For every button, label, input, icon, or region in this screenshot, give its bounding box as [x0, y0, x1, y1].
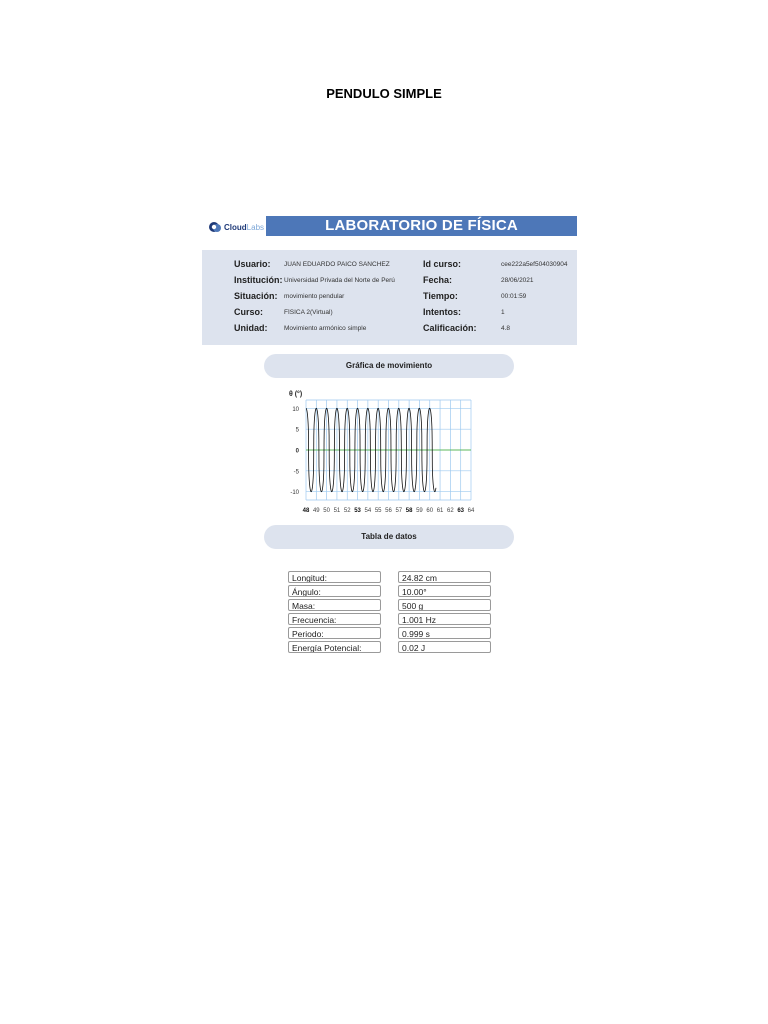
info-panel [202, 250, 577, 345]
info-value: 28/06/2021 [501, 277, 534, 284]
info-value: 00:01:59 [501, 293, 527, 300]
x-tick-label: 54 [364, 508, 372, 514]
table-value-cell: 0.02 J [398, 641, 491, 653]
logo-secondary-text: Labs [246, 222, 265, 232]
info-label: Institución: [234, 275, 283, 285]
x-tick-label: 59 [416, 508, 423, 514]
info-label: Id curso: [423, 259, 462, 269]
table-value-cell: 1.001 Hz [398, 613, 491, 625]
x-tick-label: 63 [457, 508, 465, 514]
table-value-cell: 0.999 s [398, 627, 491, 639]
table-label-cell: Frecuencia: [288, 613, 381, 625]
y-tick-label: -10 [290, 490, 299, 497]
info-value: movimiento pendular [284, 293, 345, 300]
table-label-cell: Energía Potencial: [288, 641, 381, 653]
info-label: Fecha: [423, 275, 453, 285]
lab-title-bar: LABORATORIO DE FÍSICA [266, 216, 577, 236]
table-label-cell: Masa: [288, 599, 381, 611]
graph-section-header: Gráfica de movimiento [264, 354, 514, 378]
x-tick-label: 62 [447, 508, 454, 514]
info-value: JUAN EDUARDO PAICO SANCHEZ [284, 261, 390, 268]
table-label-cell: Longitud: [288, 571, 381, 583]
info-row-institucion [202, 275, 577, 291]
table-section-header: Tabla de datos [264, 525, 514, 549]
x-tick-label: 61 [436, 508, 444, 514]
y-tick-label: -5 [293, 469, 299, 476]
info-row-situacion [202, 291, 577, 307]
info-value: Universidad Privada del Norte de Perú [284, 277, 395, 284]
y-tick-label: 10 [292, 406, 299, 413]
y-axis-label: θ (°) [289, 391, 303, 398]
info-label: Usuario: [234, 259, 271, 269]
info-label: Situación: [234, 291, 278, 301]
x-tick-label: 55 [374, 508, 382, 514]
document-title: PENDULO SIMPLE [326, 86, 442, 101]
y-tick-label: 0 [295, 448, 299, 455]
y-tick-label: 5 [295, 427, 299, 434]
x-tick-label: 53 [354, 508, 361, 514]
info-label: Unidad: [234, 323, 268, 333]
table-value-cell: 24.82 cm [398, 571, 491, 583]
lab-report-card [202, 210, 577, 670]
x-tick-label: 50 [323, 508, 330, 514]
info-row-unidad [202, 323, 577, 339]
info-label: Intentos: [423, 307, 461, 317]
info-value: 1 [501, 309, 505, 316]
x-tick-label: 60 [426, 508, 434, 514]
table-label-cell: Ángulo: [288, 585, 381, 597]
x-tick-label: 64 [467, 508, 475, 514]
x-tick-label: 49 [312, 508, 320, 514]
logo-primary-text: Cloud [224, 222, 247, 232]
info-value: 4.8 [501, 325, 511, 332]
cloud-logo-icon [208, 221, 222, 233]
x-tick-label: 51 [333, 508, 341, 514]
table-value-cell: 500 g [398, 599, 491, 611]
info-row-curso [202, 307, 577, 323]
cloudlabs-logo [208, 220, 264, 234]
x-tick-label: 48 [302, 508, 310, 514]
info-row-usuario [202, 259, 577, 275]
info-label: Calificación: [423, 323, 477, 333]
info-value: cee222a5ef504030904 [501, 261, 568, 268]
table-label-cell: Periodo: [288, 627, 381, 639]
info-value: FÍSICA 2(Virtual) [284, 309, 333, 316]
x-tick-label: 57 [395, 508, 403, 514]
x-tick-label: 56 [385, 508, 392, 514]
table-value-cell: 10.00° [398, 585, 491, 597]
x-tick-label: 58 [405, 508, 413, 514]
info-label: Curso: [234, 307, 263, 317]
x-tick-label: 52 [343, 508, 351, 514]
motion-chart [277, 388, 482, 523]
info-value: Movimiento armónico simple [284, 325, 367, 332]
report-header [202, 210, 577, 246]
info-label: Tiempo: [423, 291, 458, 301]
